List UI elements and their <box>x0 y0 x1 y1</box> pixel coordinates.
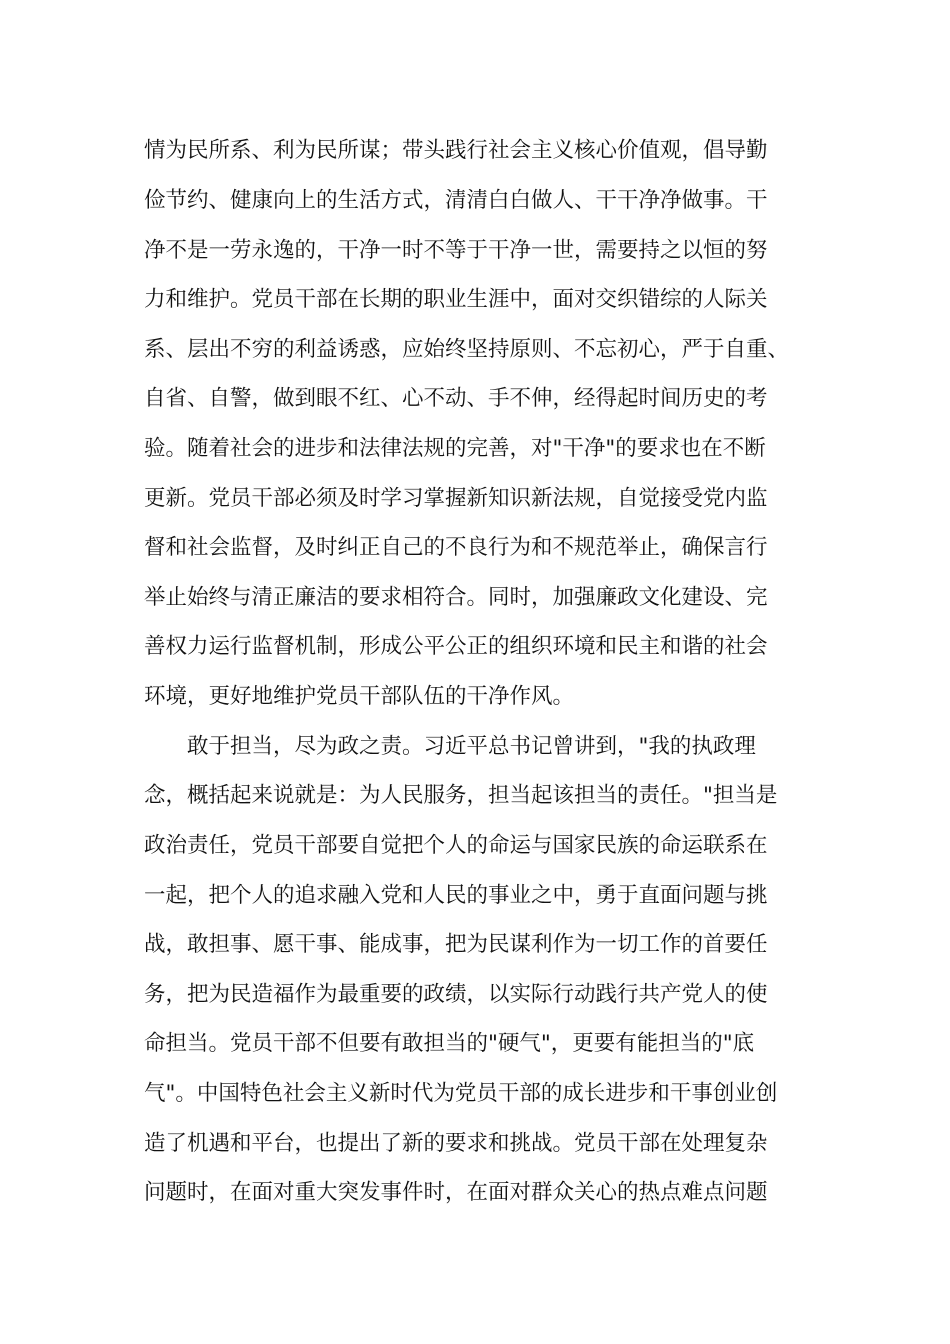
text-line: 善权力运行监督机制，形成公平公正的组织环境和民主和谐的社会 <box>144 634 768 659</box>
text-line: 系、层出不穷的利益诱惑，应始终坚持原则、不忘初心，严于自重、 <box>144 337 790 362</box>
text-line: 政治责任，党员干部要自觉把个人的命运与国家民族的命运联系在 <box>144 833 768 858</box>
text-line: 环境，更好地维护党员干部队伍的干净作风。 <box>144 684 575 709</box>
text-line: 战，敢担事、愿干事、能成事，把为民谋利作为一切工作的首要任 <box>144 932 768 957</box>
text-line: 力和维护。党员干部在长期的职业生涯中，面对交织错综的人际关 <box>144 287 768 312</box>
text-line: 念，概括起来说就是：为人民服务，担当起该担当的责任。"担当是 <box>144 783 778 808</box>
text-line: 更新。党员干部必须及时学习掌握新知识新法规，自觉接受党内监 <box>144 486 768 511</box>
text-line: 命担当。党员干部不但要有敢担当的"硬气"，更要有能担当的"底 <box>144 1031 755 1056</box>
text-line: 督和社会监督，及时纠正自己的不良行为和不规范举止，确保言行 <box>144 535 768 560</box>
text-line: 务，把为民造福作为最重要的政绩，以实际行动践行共产党人的使 <box>144 982 768 1007</box>
text-line: 气"。中国特色社会主义新时代为党员干部的成长进步和干事创业创 <box>144 1081 778 1106</box>
text-line: 敢于担当，尽为政之责。习近平总书记曾讲到，"我的执政理 <box>144 734 756 759</box>
text-line: 验。随着社会的进步和法律法规的完善，对"干净"的要求也在不断 <box>144 436 766 461</box>
text-line: 净不是一劳永逸的，干净一时不等于干净一世，需要持之以恒的努 <box>144 238 768 263</box>
text-line: 自省、自警，做到眼不红、心不动、手不伸，经得起时间历史的考 <box>144 386 768 411</box>
text-line: 举止始终与清正廉洁的要求相符合。同时，加强廉政文化建设、完 <box>144 585 768 610</box>
text-line: 问题时，在面对重大突发事件时，在面对群众关心的热点难点问题 <box>144 1180 768 1205</box>
text-line: 俭节约、健康向上的生活方式，清清白白做人、干干净净做事。干 <box>144 188 768 213</box>
text-line: 一起，把个人的追求融入党和人民的事业之中，勇于直面问题与挑 <box>144 883 768 908</box>
text-line: 造了机遇和平台，也提出了新的要求和挑战。党员干部在处理复杂 <box>144 1131 768 1156</box>
text-line: 情为民所系、利为民所谋；带头践行社会主义核心价值观，倡导勤 <box>144 138 768 163</box>
